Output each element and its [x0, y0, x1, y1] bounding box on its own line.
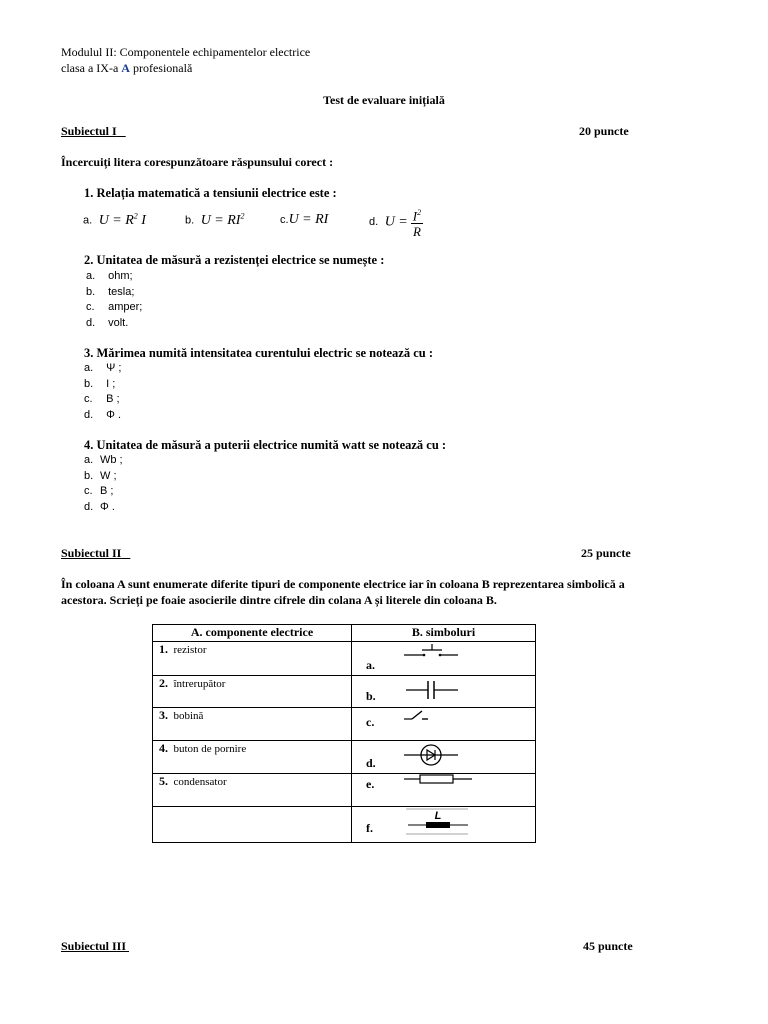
q2-option-c-text: amper; — [108, 301, 143, 313]
symbol-letter: b. — [366, 689, 376, 703]
subject3-points: 45 puncte — [583, 939, 633, 953]
symbol-letter: e. — [366, 777, 375, 791]
q2-option-b-text: tesla; — [108, 285, 135, 298]
q4-option-d-text: Φ . — [100, 500, 115, 513]
q1-option-b-label: b. — [185, 214, 195, 227]
q4-options — [84, 454, 123, 516]
col-b-header: B. simboluri — [352, 625, 536, 642]
q3-option-a — [84, 362, 121, 378]
subject3-heading-text: Subiectul III — [61, 939, 127, 953]
q1-option-c-formula: U = RI — [288, 212, 329, 227]
class-prefix: clasa a IX-a — [61, 61, 122, 75]
diode-lamp-symbol-icon — [402, 741, 462, 771]
q2-option-a-text: ohm; — [108, 270, 133, 282]
q4-option-a-label: a. — [84, 454, 94, 466]
row-number: 5. — [159, 774, 168, 788]
q4-option-b-text: W ; — [100, 469, 117, 482]
subject1-heading — [61, 124, 126, 139]
q4-option-d-label: d. — [84, 500, 94, 513]
row-number: 2. — [159, 676, 168, 690]
table-row — [153, 807, 536, 843]
subject1-points: 20 puncte — [579, 124, 629, 138]
component-name: buton de pornire — [173, 743, 247, 755]
q4-option-b — [84, 470, 123, 486]
q4-title: 4. Unitatea de măsură a puterii electrice numită watt se notează cu : — [84, 438, 447, 452]
symbol-letter: f. — [366, 821, 373, 835]
switch-symbol-icon — [402, 708, 462, 724]
q2-option-b-label: b. — [86, 285, 96, 298]
q3-option-b-text: I ; — [106, 377, 116, 390]
col-a-cell — [153, 676, 352, 708]
subject1-instruction: Încercuiți litera corespunzătoare răspunsului corect : — [61, 155, 334, 169]
subject2-instruction-line2: acestora. Scrieți pe foaie asocierile dintre cifrele din colana A și literele din coloana B. — [61, 593, 497, 607]
q2-option-a-label: a. — [86, 270, 96, 282]
table-row — [153, 676, 536, 708]
class-letter: A — [121, 61, 130, 75]
q4-option-a — [84, 454, 123, 470]
component-name: condensator — [173, 776, 227, 788]
q3-option-c — [84, 393, 121, 409]
q3-option-d-text: Φ . — [106, 408, 122, 421]
q1-title: 1. Relația matematică a tensiunii electrice este : — [84, 186, 337, 200]
col-a-cell — [153, 807, 352, 843]
subject2-heading-text: Subiectul II — [61, 546, 122, 560]
symbol-letter: a. — [366, 658, 375, 672]
q1-option-c — [280, 211, 328, 229]
q3-option-a-label: a. — [84, 362, 94, 374]
subject2-heading — [61, 546, 130, 561]
table-row — [153, 642, 536, 676]
q3-option-d-label: d. — [84, 408, 94, 421]
q1-option-d-fraction: $\frac{I^2}{R}$ — [411, 205, 423, 239]
q2-option-c — [86, 301, 142, 317]
q4-option-a-text: Wb ; — [100, 454, 123, 466]
q1-option-c-label: c. — [280, 214, 289, 226]
q3-option-b-label: b. — [84, 377, 94, 390]
row-number: 1. — [159, 642, 168, 656]
q3-option-b — [84, 378, 121, 394]
q1-option-d-label: d. — [369, 215, 379, 228]
q2-option-a — [86, 270, 142, 286]
q3-option-d — [84, 409, 121, 425]
q3-option-a-text: Ψ ; — [106, 362, 122, 374]
col-b-cell — [352, 774, 536, 807]
col-b-cell — [352, 708, 536, 741]
q2-title: 2. Unitatea de măsură a rezistenței electrice se numește : — [84, 253, 385, 267]
q1-option-a-label: a. — [83, 214, 93, 227]
matching-table — [152, 624, 536, 843]
class-suffix: profesională — [129, 61, 193, 75]
table-row — [153, 774, 536, 807]
q3-option-c-label: c. — [84, 393, 93, 405]
capacitor-symbol-icon — [402, 678, 462, 702]
q2-option-d-text: volt. — [108, 316, 129, 329]
row-number: 3. — [159, 708, 168, 722]
col-a-cell — [153, 642, 352, 676]
component-name: rezistor — [173, 644, 207, 656]
col-b-cell — [352, 807, 536, 843]
inductor-label: L — [434, 810, 442, 822]
q1-option-a — [83, 211, 146, 229]
col-b-cell — [352, 642, 536, 676]
q2-option-c-label: c. — [86, 301, 95, 313]
component-name: bobină — [173, 710, 204, 722]
module-title: Modulul II: Componentele echipamentelor electrice — [61, 45, 311, 59]
q1-option-d-formula: U = — [381, 214, 408, 230]
q1-option-b-formula: $U = RI^2$ — [197, 211, 245, 228]
symbol-letter: c. — [366, 715, 375, 729]
col-a-header: A. componente electrice — [153, 625, 352, 642]
inductor-symbol-icon — [402, 808, 474, 836]
q2-option-d-label: d. — [86, 316, 96, 329]
row-number: 4. — [159, 741, 168, 755]
q2-option-d — [86, 317, 142, 333]
q4-option-c-label: c. — [84, 485, 93, 497]
table-row — [153, 741, 536, 774]
table-row — [153, 708, 536, 741]
q1-option-b — [185, 211, 244, 229]
col-a-cell — [153, 774, 352, 807]
q3-option-c-text: B ; — [106, 393, 120, 405]
class-line — [61, 61, 192, 76]
test-title: Test de evaluare inițială — [323, 93, 445, 107]
q4-option-c-text: B ; — [100, 485, 114, 497]
q1-option-a-formula: $U = R^2$ I — [95, 211, 146, 228]
symbol-letter: d. — [366, 756, 376, 770]
q4-option-c — [84, 485, 123, 501]
push-button-symbol-icon — [402, 642, 462, 662]
table-header-row — [153, 625, 536, 642]
q2-option-b — [86, 286, 142, 302]
q3-title: 3. Mărimea numită intensitatea curentului electric se notează cu : — [84, 346, 433, 360]
q1-option-d — [369, 205, 423, 239]
col-a-cell — [153, 708, 352, 741]
subject2-points: 25 puncte — [581, 546, 631, 560]
q3-options — [84, 362, 121, 424]
subject3-heading — [61, 939, 129, 954]
resistor-symbol-icon — [402, 770, 474, 788]
q4-option-b-label: b. — [84, 469, 94, 482]
q2-options — [86, 270, 142, 332]
q4-option-d — [84, 501, 123, 517]
col-a-cell — [153, 741, 352, 774]
subject1-heading-text: Subiectul I — [61, 124, 117, 138]
subject2-instruction-line1: În coloana A sunt enumerate diferite tipuri de componente electrice iar în coloana B reprezentarea simbolică a — [61, 577, 625, 591]
col-b-cell — [352, 741, 536, 774]
col-b-cell — [352, 676, 536, 708]
component-name: întrerupător — [173, 678, 226, 690]
